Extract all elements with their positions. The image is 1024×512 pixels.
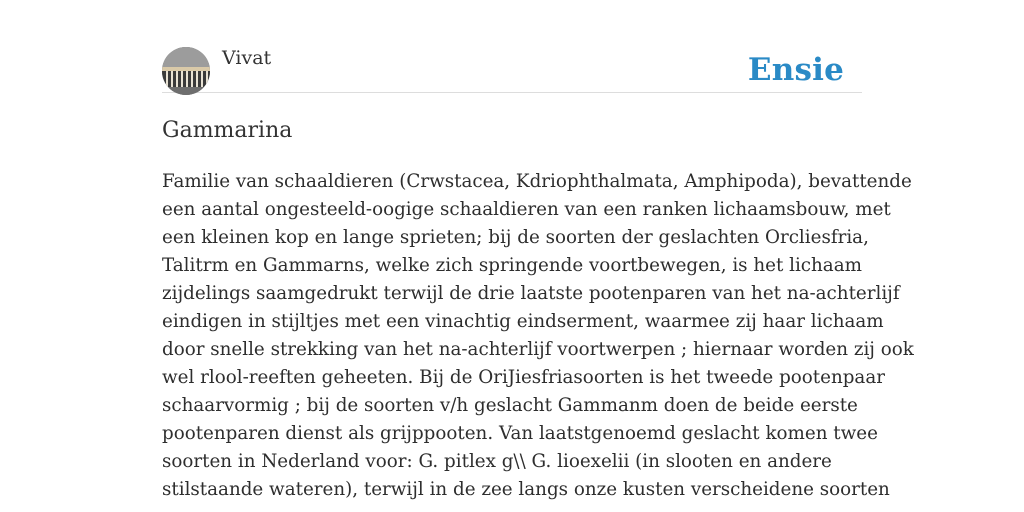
article-line: stilstaande wateren), terwijl in de zee langs onze kusten verscheidene soorten — [162, 479, 890, 500]
article-line: eindigen in stijltjes met een vinachtig eindserment, waarmee zij haar lichaam — [162, 311, 884, 332]
article-line: door snelle strekking van het na-achterlijf voortwerpen ; hiernaar worden zij ook — [162, 339, 914, 360]
article-line: Talitrm en Gammarns, welke zich springende voortbewegen, is het lichaam — [162, 255, 862, 276]
article-line: een aantal ongesteeld-oogige schaaldieren van een ranken lichaamsbouw, met — [162, 199, 891, 220]
brand-logo[interactable]: Ensie — [747, 52, 844, 88]
article-line: schaarvormig ; bij de soorten v/h geslacht Gammanm doen de beide eerste — [162, 395, 858, 416]
page-title: Gammarina — [162, 118, 293, 143]
article-line: pootenparen dienst als grijppooten. Van laatstgenoemd geslacht komen twee — [162, 423, 878, 444]
article-line: soorten in Nederland voor: G. pitlex g\\ G. lioexelii (in slooten en andere — [162, 451, 832, 472]
article-body — [162, 168, 914, 504]
article-line: zijdelings saamgedrukt terwijl de drie laatste pootenparen van het na-achterlijf — [162, 283, 900, 304]
library-building-icon — [162, 47, 210, 95]
article-line: wel rlool-reeften geheeten. Bij de OriJiesfriasoorten is het tweede pootenpaar — [162, 367, 885, 388]
article-line: een kleinen kop en lange sprieten; bij de soorten der geslachten Orcliesfria, — [162, 227, 869, 248]
author-name[interactable]: Vivat — [222, 47, 272, 69]
author-avatar[interactable] — [162, 47, 210, 95]
article-line: Familie van schaaldieren (Crwstacea, Kdriophthalmata, Amphipoda), bevattende — [162, 171, 912, 192]
site-header — [162, 46, 862, 93]
